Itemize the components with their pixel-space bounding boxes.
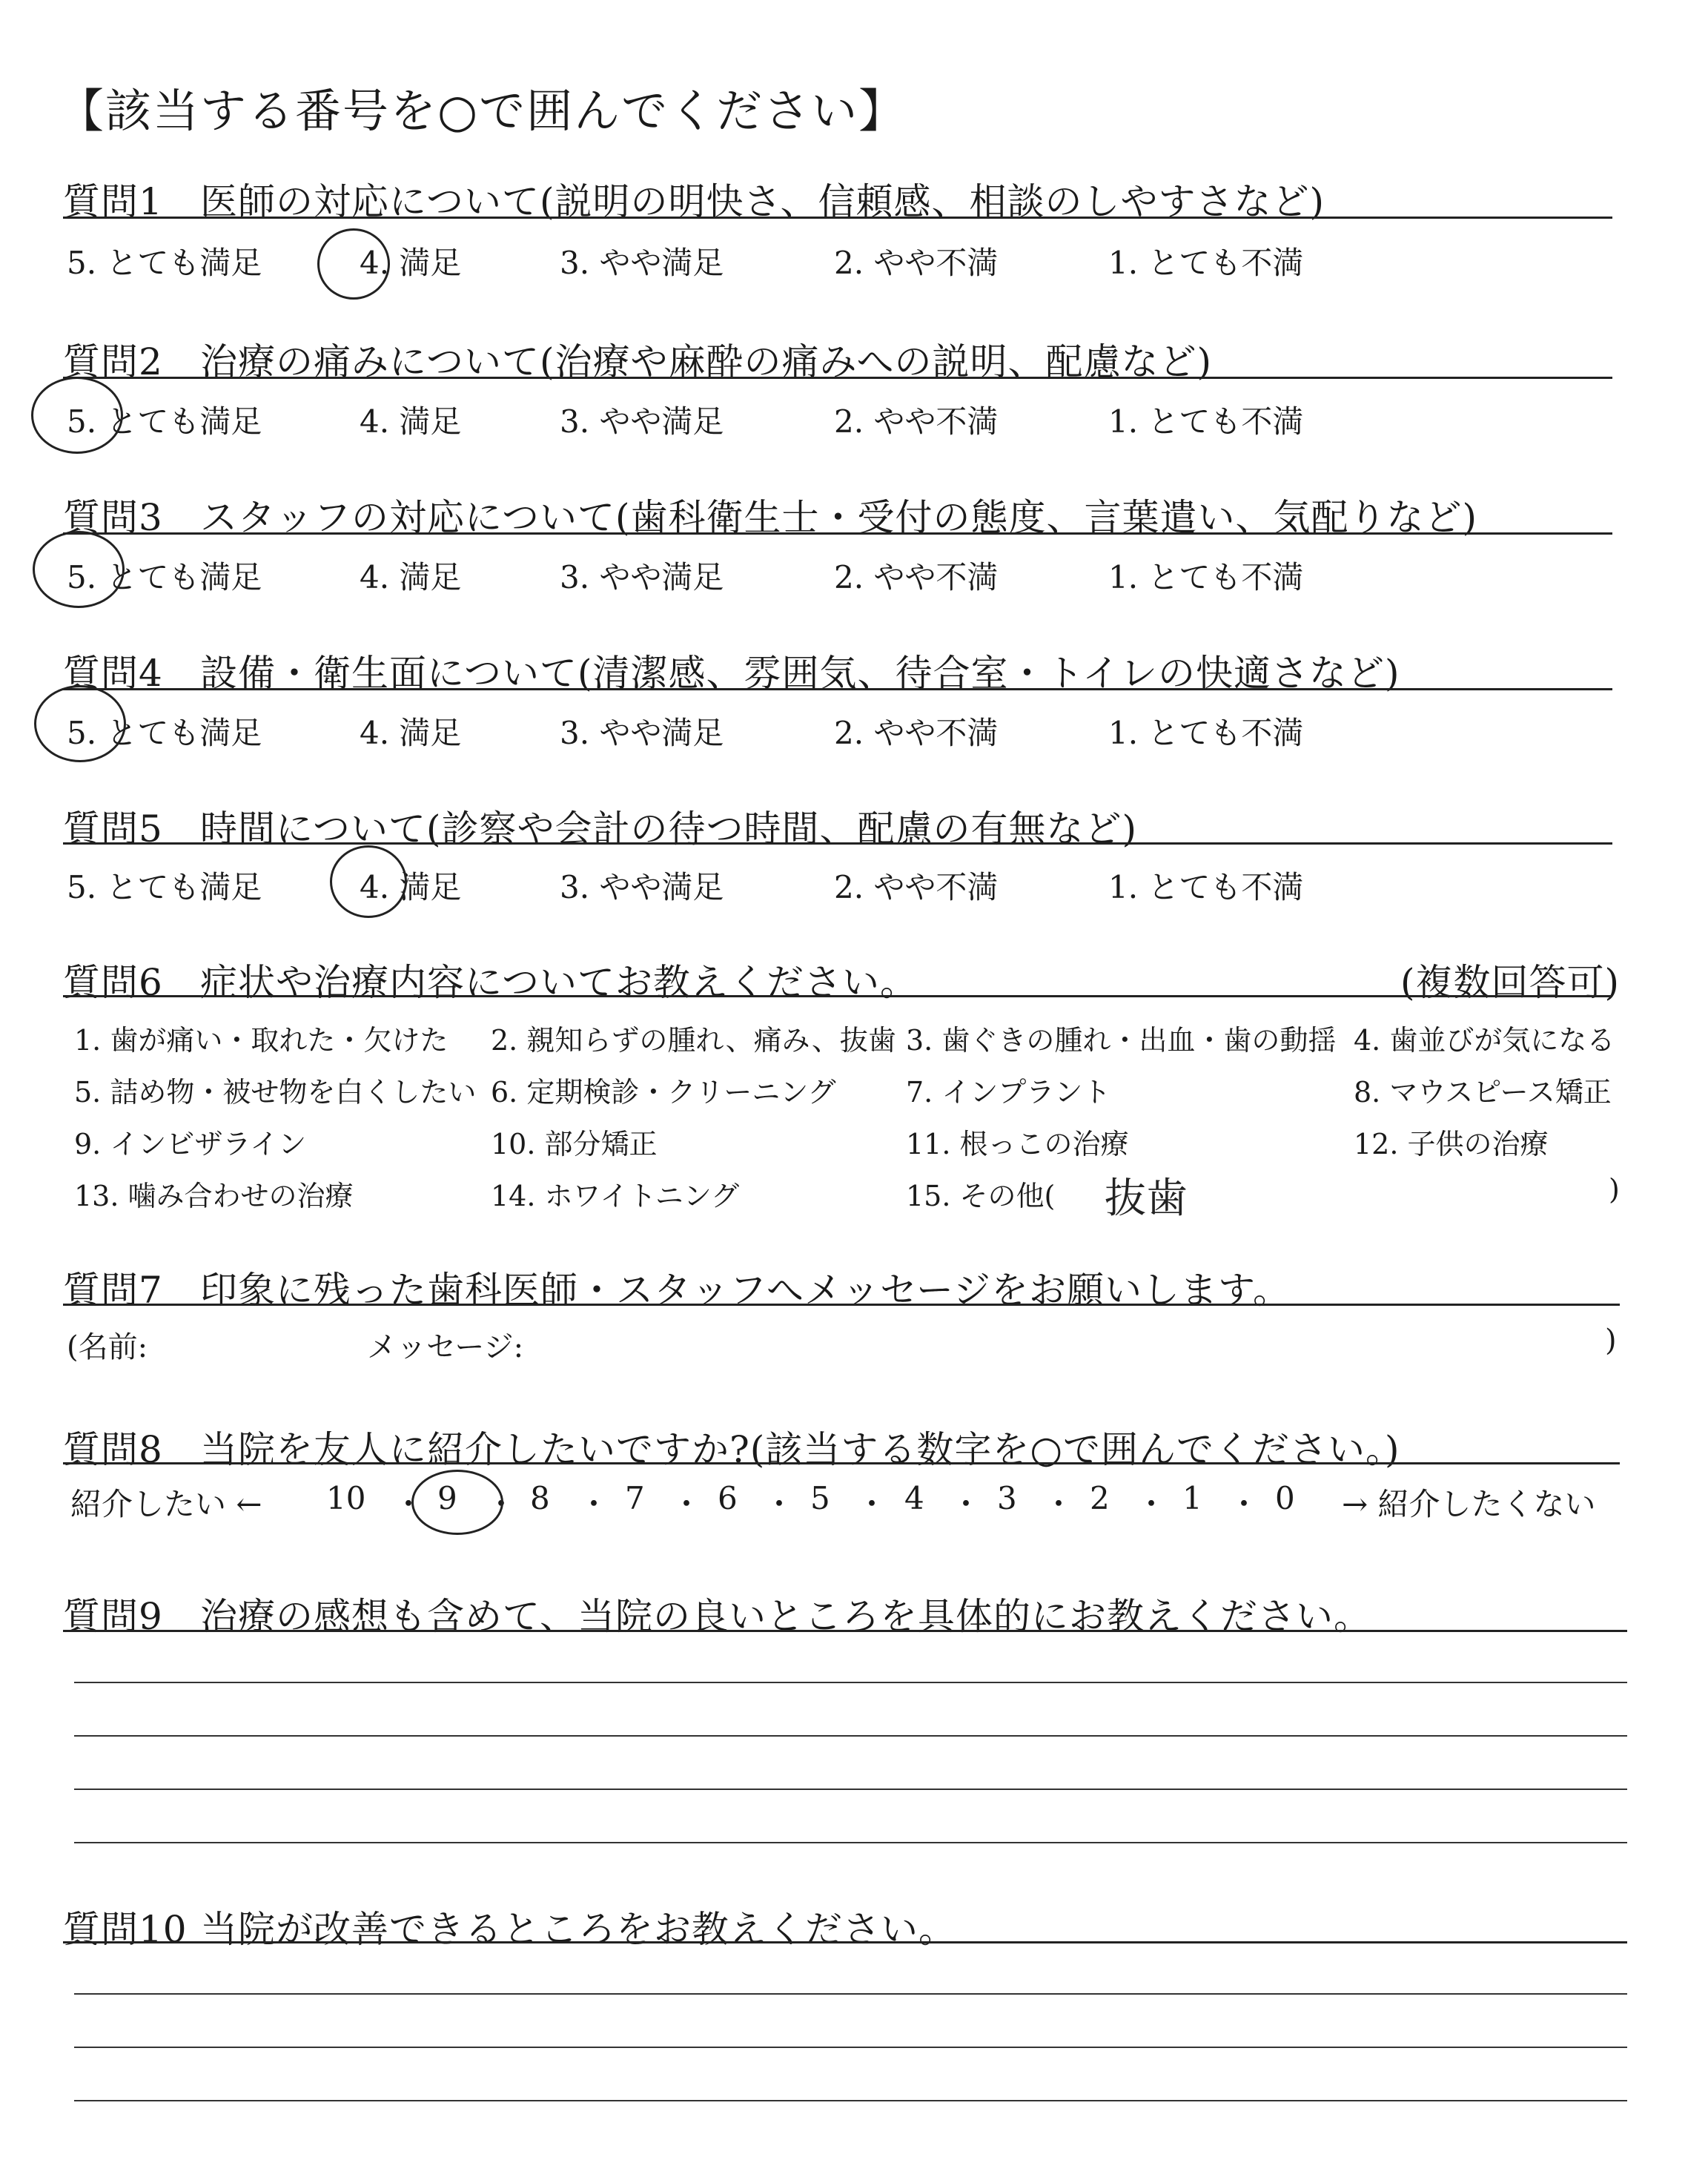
answer-line [74, 1682, 1627, 1683]
question-text: 当院が改善できるところをお教えください。 [200, 1908, 956, 1951]
question-8 [63, 1420, 1620, 1473]
scale-value-0[interactable]: 0 [1275, 1480, 1295, 1516]
question-text: スタッフの対応について(歯科衛生士・受付の態度、言葉遣い、気配りなど) [200, 496, 1478, 539]
question-text: 治療の感想も含めて、当院の良いところを具体的にお教えください。 [200, 1595, 1371, 1638]
divider [63, 995, 1612, 997]
option-5[interactable]: 5. とても満足 [67, 869, 262, 905]
multiple-answers-note: (複数回答可) [1400, 961, 1620, 1004]
option-3[interactable]: 3. やや満足 [560, 403, 724, 440]
option-2[interactable]: 2. やや不満 [834, 245, 999, 281]
scale-value-1[interactable]: 1 [1182, 1480, 1202, 1516]
treatment-item[interactable]: 7. インプラント [906, 1076, 1111, 1109]
scale-dot: ・ [950, 1486, 982, 1522]
answer-line [74, 1735, 1627, 1737]
divider [63, 688, 1612, 690]
option-1[interactable]: 1. とても不満 [1108, 559, 1304, 595]
question-number: 質問6 [63, 961, 163, 1004]
treatment-item[interactable]: 12. 子供の治療 [1354, 1128, 1549, 1160]
treatment-item[interactable]: 13. 噛み合わせの治療 [74, 1180, 354, 1212]
other-handwritten-answer: 抜歯 [1105, 1175, 1188, 1223]
question-6 [63, 953, 1620, 1006]
option-3[interactable]: 3. やや満足 [560, 559, 724, 595]
treatment-item[interactable]: 8. マウスピース矯正 [1354, 1076, 1612, 1109]
treatment-item[interactable]: 6. 定期検診・クリーニング [491, 1076, 836, 1109]
scale-value-9[interactable]: 9 [437, 1480, 457, 1516]
question-10 [63, 1900, 1620, 1953]
answer-line [74, 2100, 1627, 2101]
scale-value-5[interactable]: 5 [810, 1480, 830, 1516]
selection-circle [33, 531, 125, 608]
treatment-item-other[interactable]: 15. その他( [906, 1180, 1056, 1212]
scale-value-8[interactable]: 8 [530, 1480, 550, 1516]
option-1[interactable]: 1. とても不満 [1108, 715, 1304, 751]
selection-circle [317, 228, 390, 300]
name-label: (名前: [67, 1330, 148, 1364]
question-text: 印象に残った歯科医師・スタッフへメッセージをお願いします。 [200, 1269, 1291, 1312]
option-4[interactable]: 4. 満足 [360, 559, 462, 595]
option-5[interactable]: 5. とても満足 [67, 403, 262, 440]
scale-left-label: 紹介したい ← [70, 1486, 262, 1522]
question-number: 質問9 [63, 1595, 163, 1638]
treatment-item[interactable]: 3. 歯ぐきの腫れ・出血・歯の動揺 [906, 1024, 1337, 1057]
option-4[interactable]: 4. 満足 [360, 715, 462, 751]
option-1[interactable]: 1. とても不満 [1108, 403, 1304, 440]
scale-value-2[interactable]: 2 [1090, 1480, 1110, 1516]
question-5 [63, 799, 1620, 853]
treatment-item[interactable]: 11. 根っこの治療 [906, 1128, 1129, 1160]
scale-value-7[interactable]: 7 [625, 1480, 645, 1516]
option-1[interactable]: 1. とても不満 [1108, 869, 1304, 905]
treatment-item[interactable]: 10. 部分矯正 [491, 1128, 658, 1160]
option-4[interactable]: 4. 満足 [360, 869, 462, 905]
question-7 [63, 1261, 1620, 1314]
answer-line [74, 2047, 1627, 2048]
divider [63, 532, 1612, 535]
answer-line [74, 1842, 1627, 1843]
question-number: 質問5 [63, 807, 163, 851]
scale-value-3[interactable]: 3 [997, 1480, 1017, 1516]
divider [63, 1941, 1627, 1943]
divider [63, 377, 1612, 379]
option-4[interactable]: 4. 満足 [360, 245, 462, 281]
treatment-item[interactable]: 9. インビザライン [74, 1128, 307, 1160]
scale-dot: ・ [393, 1486, 425, 1522]
treatment-item[interactable]: 4. 歯並びが気になる [1354, 1024, 1615, 1057]
question-text: 当院を友人に紹介したいですか?(該当する数字を○で囲んでください。) [200, 1428, 1400, 1471]
question-text: 時間について(診察や会計の待つ時間、配慮の有無など) [200, 807, 1138, 851]
scale-dot: ・ [764, 1486, 795, 1522]
option-4[interactable]: 4. 満足 [360, 403, 462, 440]
scale-dot: ・ [1043, 1486, 1075, 1522]
divider [63, 217, 1612, 219]
question-number: 質問3 [63, 496, 163, 539]
scale-dot: ・ [671, 1486, 703, 1522]
other-close-paren: ) [1609, 1173, 1620, 1206]
divider [63, 1630, 1627, 1632]
question-text: 医師の対応について(説明の明快さ、信頼感、相談のしやすさなど) [200, 180, 1325, 223]
question-number: 質問2 [63, 340, 163, 383]
question-number: 質問1 [63, 180, 163, 223]
question-number: 質問10 [63, 1908, 188, 1951]
treatment-item[interactable]: 1. 歯が痛い・取れた・欠けた [74, 1024, 448, 1057]
selection-circle [31, 377, 123, 454]
treatment-item[interactable]: 2. 親知らずの腫れ、痛み、抜歯 [491, 1024, 896, 1057]
option-2[interactable]: 2. やや不満 [834, 559, 999, 595]
selection-circle [411, 1470, 503, 1535]
treatment-item[interactable]: 5. 詰め物・被せ物を白くしたい [74, 1076, 477, 1109]
option-5[interactable]: 5. とても満足 [67, 245, 262, 281]
scale-right-label: → 紹介したくない [1342, 1486, 1596, 1522]
question-number: 質問4 [63, 652, 163, 695]
scale-dot: ・ [1228, 1486, 1260, 1522]
option-3[interactable]: 3. やや満足 [560, 869, 724, 905]
page-title: 【該当する番号を○で囲んでください】 [58, 84, 907, 138]
option-2[interactable]: 2. やや不満 [834, 869, 999, 905]
scale-dot: ・ [856, 1486, 888, 1522]
option-2[interactable]: 2. やや不満 [834, 403, 999, 440]
option-3[interactable]: 3. やや満足 [560, 715, 724, 751]
question-text: 設備・衛生面について(清潔感、雰囲気、待合室・トイレの快適さなど) [200, 652, 1400, 695]
divider [63, 1304, 1620, 1306]
divider [63, 842, 1612, 845]
option-3[interactable]: 3. やや満足 [560, 245, 724, 281]
option-5[interactable]: 5. とても満足 [67, 715, 262, 751]
scale-value-6[interactable]: 6 [718, 1480, 738, 1516]
question-number: 質問7 [63, 1269, 163, 1312]
scale-dot: ・ [1136, 1486, 1168, 1522]
question-number: 質問8 [63, 1428, 163, 1471]
question-text: 治療の痛みについて(治療や麻酔の痛みへの説明、配慮など) [200, 340, 1213, 383]
treatment-item[interactable]: 14. ホワイトニング [491, 1180, 740, 1212]
selection-circle [330, 845, 407, 918]
message-close-paren: ) [1605, 1324, 1617, 1358]
message-label: メッセージ: [367, 1330, 524, 1364]
scale-value-10[interactable]: 10 [326, 1480, 366, 1516]
scale-value-4[interactable]: 4 [904, 1480, 924, 1516]
question-9 [63, 1587, 1620, 1640]
scale-dot: ・ [578, 1486, 610, 1522]
selection-circle [34, 685, 126, 762]
divider [63, 1462, 1620, 1464]
option-1[interactable]: 1. とても不満 [1108, 245, 1304, 281]
answer-line [74, 1993, 1627, 1995]
scale-dot: ・ [486, 1486, 517, 1522]
option-2[interactable]: 2. やや不満 [834, 715, 999, 751]
answer-line [74, 1789, 1627, 1790]
option-5[interactable]: 5. とても満足 [67, 559, 262, 595]
question-text: 症状や治療内容についてお教えください。 [200, 961, 918, 1004]
